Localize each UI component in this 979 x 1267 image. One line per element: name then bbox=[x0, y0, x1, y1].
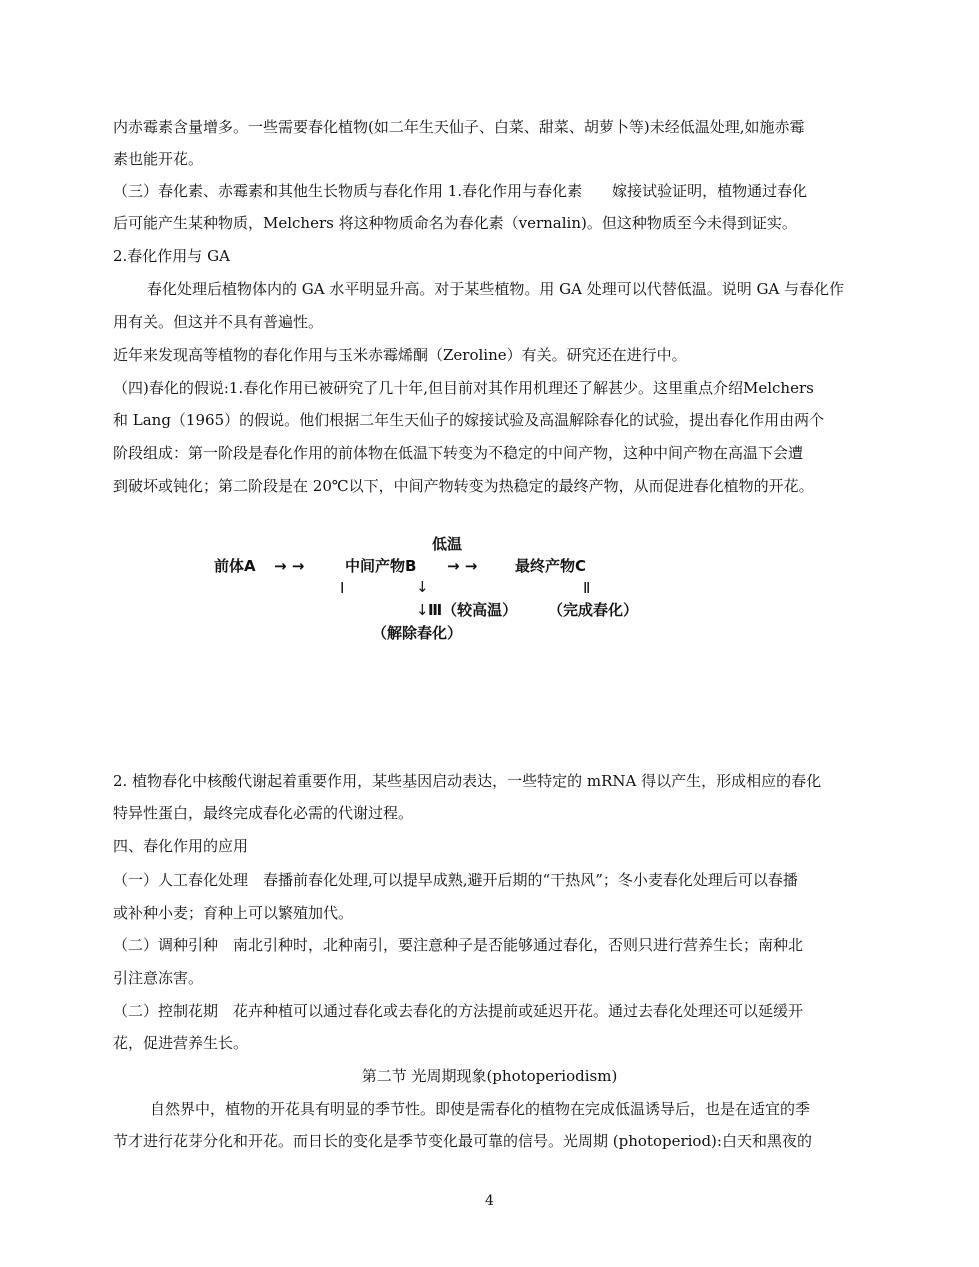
stage-two-label: Ⅱ bbox=[583, 579, 591, 597]
paragraph-line: 引注意冻害。 bbox=[113, 969, 204, 987]
paragraph-line: 2.春化作用与 GA bbox=[113, 247, 230, 265]
low-temp-label: 低温 bbox=[432, 535, 463, 553]
down-arrow-icon: ↓ bbox=[416, 578, 429, 596]
paragraph-line: 2. 植物春化中核酸代谢起着重要作用，某些基因启动表达，一些特定的 mRNA 得以产生，形成相应的春化 bbox=[113, 772, 822, 790]
paragraph-line: 节才进行花芽分化和开花。而日长的变化是季节变化最可靠的信号。光周期 (photoperiod):白天和黑夜的 bbox=[113, 1132, 812, 1150]
precursor-a-label: 前体A bbox=[214, 557, 256, 575]
paragraph-line: （四)春化的假说:1.春化作用已被研究了几十年,但目前对其作用机理还了解甚少。这里重点介绍Melchers bbox=[113, 379, 814, 397]
paragraph-line: （二）控制花期 花卉种植可以通过春化或去春化的方法提前或延迟开花。通过去春化处理还可以延缓开 bbox=[113, 1002, 804, 1020]
intermediate-b-label: 中间产物B bbox=[345, 557, 417, 575]
paragraph-line: 后可能产生某种物质，Melchers 将这种物质命名为春化素（vernalin)。但这种物质至今未得到证实。 bbox=[113, 214, 797, 232]
paragraph-line: 用有关。但这并不具有普遍性。 bbox=[113, 313, 324, 331]
page-number: 4 bbox=[485, 1193, 494, 1209]
section-heading: 第二节 光周期现象(photoperiodism) bbox=[361, 1067, 618, 1085]
complete-vernalization-label: （完成春化） bbox=[548, 601, 639, 619]
vernalization-hypothesis-diagram bbox=[0, 530, 979, 650]
paragraph-line: 素也能开花。 bbox=[113, 150, 204, 168]
paragraph-line: 自然界中，植物的开花具有明显的季节性。即使是需春化的植物在完成低温诱导后，也是在适宜的季 bbox=[150, 1100, 811, 1118]
down-arrow-icon: ↓ bbox=[416, 601, 429, 619]
final-c-label: 最终产物C bbox=[515, 557, 587, 575]
paragraph-line: （三）春化素、赤霉素和其他生长物质与春化作用 1.春化作用与春化素 嫁接试验证明，植物通过春化 bbox=[113, 182, 808, 200]
paragraph-line: 到破坏或钝化；第二阶段是在 20℃以下，中间产物转变为热稳定的最终产物，从而促进春化植物的开花。 bbox=[113, 477, 814, 495]
paragraph-line: 或补种小麦；育种上可以繁殖加代。 bbox=[113, 904, 354, 922]
paragraph-line: （一）人工春化处理 春播前春化处理,可以提早成熟,避开后期的“干热风”；冬小麦春化处理后可以春播 bbox=[113, 871, 798, 889]
paragraph-line: 近年来发现高等植物的春化作用与玉米赤霉烯酮（Zeroline）有关。研究还在进行中。 bbox=[113, 346, 687, 364]
paragraph-line: 春化处理后植物体内的 GA 水平明显升高。对于某些植物。用 GA 处理可以代替低温。说明 GA 与春化作 bbox=[147, 280, 845, 298]
paragraph-line: 内赤霉素含量增多。一些需要春化植物(如二年生天仙子、白菜、甜菜、胡萝卜等)未经低温处理,如施赤霉 bbox=[113, 118, 805, 136]
arrow-icon: → → bbox=[274, 557, 305, 575]
paragraph-line: 阶段组成：第一阶段是春化作用的前体物在低温下转变为不稳定的中间产物，这种中间产物在高温下会遭 bbox=[113, 444, 804, 462]
paragraph-line: 和 Lang（1965）的假说。他们根据二年生天仙子的嫁接试验及高温解除春化的试验，提出春化作用由两个 bbox=[113, 411, 825, 429]
paragraph-line: 四、春化作用的应用 bbox=[113, 837, 249, 855]
arrow-icon: → → bbox=[447, 557, 478, 575]
paragraph-line: （二）调种引种 南北引种时，北种南引，要注意种子是否能够通过春化，否则只进行营养生长；南种北 bbox=[113, 936, 804, 954]
devernalization-label: （解除春化） bbox=[372, 624, 463, 642]
paragraph-line: 花，促进营养生长。 bbox=[113, 1034, 249, 1052]
stage-one-label: I bbox=[340, 579, 345, 597]
stage-three-label: Ⅲ（较高温） bbox=[428, 601, 518, 619]
paragraph-line: 特异性蛋白，最终完成春化必需的代谢过程。 bbox=[113, 804, 414, 822]
